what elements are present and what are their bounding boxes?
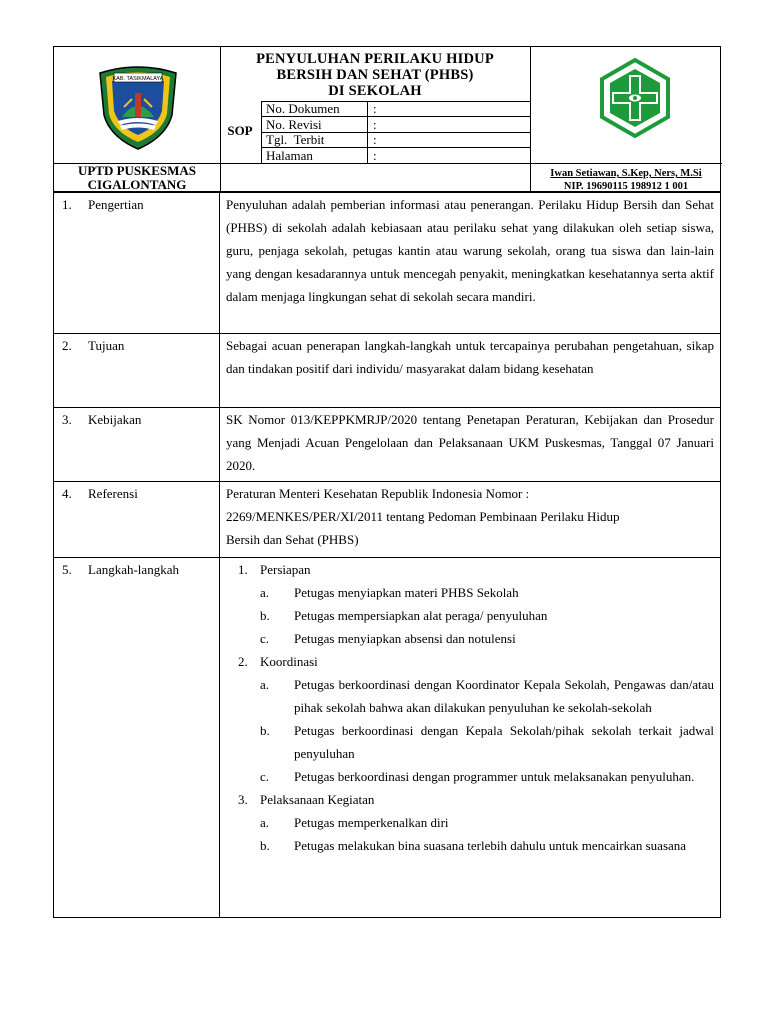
step-title: Pelaksanaan Kegiatan xyxy=(260,792,375,807)
sop-content-table xyxy=(53,192,721,918)
section-label xyxy=(54,558,220,918)
substep-letter: a. xyxy=(260,585,270,600)
substep-list xyxy=(260,673,714,788)
substep-text: Petugas menyiapkan absensi dan notulensi xyxy=(294,631,516,646)
meta-label-no-revisi: No. Revisi xyxy=(266,117,322,132)
step-number: 3. xyxy=(238,792,248,807)
step-title: Koordinasi xyxy=(260,654,318,669)
substep-text: Petugas mempersiapkan alat peraga/ penyuluhan xyxy=(294,608,548,623)
table-row xyxy=(54,408,721,482)
step-number: 2. xyxy=(238,654,248,669)
section-title: Pengertian xyxy=(88,197,144,212)
list-item xyxy=(260,581,714,604)
header-divider xyxy=(261,101,262,163)
substep-letter: b. xyxy=(260,723,270,738)
substep-text: Petugas memperkenalkan diri xyxy=(294,815,449,830)
signatory-nip: NIP. 19690115 198912 1 001 xyxy=(563,181,689,192)
section-label xyxy=(54,334,220,408)
section-title: Tujuan xyxy=(88,338,125,353)
steps-list xyxy=(226,558,714,857)
section-text-tujuan: Sebagai acuan penerapan langkah-langkah untuk tercapainya perubahan pengetahuan, sikap dan tindakan positif dari individu/ masyarakat dalam bidang kesehatan xyxy=(220,334,721,408)
section-label xyxy=(54,482,220,558)
list-item xyxy=(260,627,714,650)
document-header xyxy=(53,46,721,192)
table-row xyxy=(54,334,721,408)
substep-text: Petugas melakukan bina suasana terlebih dahulu untuk mencairkan suasana xyxy=(294,838,687,853)
substep-text: Petugas berkoordinasi dengan Koordinator Kepala Sekolah, Pengawas dan/atau pihak sekolah bahwa akan dilakukan penyuluhan ke sekolah-sekolah xyxy=(294,677,714,715)
referensi-line: 2269/MENKES/PER/XI/2011 tentang Pedoman Pembinaan Perilaku Hidup xyxy=(226,509,620,524)
substep-list xyxy=(260,811,714,857)
substep-text: Petugas berkoordinasi dengan Kepala Sekolah/pihak sekolah terkait jadwal penyuluhan xyxy=(294,723,714,761)
section-number: 1. xyxy=(62,197,72,212)
section-text-referensi xyxy=(220,482,721,558)
meta-value-tgl-terbit: : xyxy=(373,132,377,147)
table-row xyxy=(54,482,721,558)
section-title: Kebijakan xyxy=(88,412,142,427)
list-item xyxy=(260,811,714,834)
section-number: 3. xyxy=(62,412,72,427)
section-label xyxy=(54,193,220,334)
substep-letter: c. xyxy=(260,631,270,646)
substep-letter: b. xyxy=(260,838,270,853)
list-item xyxy=(260,834,714,857)
meta-label-no-dokumen: No. Dokumen xyxy=(266,101,340,116)
section-number: 5. xyxy=(62,562,72,577)
meta-label-halaman: Halaman xyxy=(266,148,313,163)
kabupaten-crest-logo xyxy=(92,59,184,151)
referensi-line: Bersih dan Sehat (PHBS) xyxy=(226,532,359,547)
substep-text: Petugas berkoordinasi dengan programmer untuk melaksanakan penyuluhan. xyxy=(294,769,695,784)
section-title: Referensi xyxy=(88,486,138,501)
org-line: CIGALONTANG xyxy=(87,177,187,192)
list-item xyxy=(260,604,714,627)
meta-value-no-dokumen: : xyxy=(373,101,377,116)
list-item xyxy=(260,673,714,719)
puskesmas-logo xyxy=(594,57,676,139)
meta-value-no-revisi: : xyxy=(373,117,377,132)
list-item xyxy=(260,765,714,788)
title-line: BERSIH DAN SEHAT (PHBS) xyxy=(276,67,474,83)
substep-letter: c. xyxy=(260,769,270,784)
organization-name xyxy=(54,164,220,192)
signatory xyxy=(530,167,722,193)
substep-letter: b. xyxy=(260,608,270,623)
section-text-pengertian: Penyuluhan adalah pemberian informasi atau penerangan. Perilaku Hidup Bersih dan Sehat (PHBS) di sekolah adalah kebiasaan atau perilaku sehat yang dilakukan oleh setiap siswa, guru, penjaga sekolah, petugas kantin atau warung sekolah, orang tua siswa dan lain-lain yang dengan kesadarannya untuk mencegah penyakit, meningkatkan kesehatannya serta aktif dalam menjaga lingkungan sehat di sekolah secara mandiri. xyxy=(220,193,721,334)
section-label xyxy=(54,408,220,482)
step-item xyxy=(226,650,714,788)
section-text-kebijakan: SK Nomor 013/KEPPKMRJP/2020 tentang Penetapan Peraturan, Kebijakan dan Prosedur yang Menjadi Acuan Pengelolaan dan Pelaksanaan UKM Puskesmas, Tanggal 07 Januari 2020. xyxy=(220,408,721,482)
title-line: PENYULUHAN PERILAKU HIDUP xyxy=(256,51,494,67)
section-steps xyxy=(220,558,721,918)
org-line: UPTD PUSKESMAS xyxy=(77,163,197,178)
section-number: 4. xyxy=(62,486,72,501)
step-title: Persiapan xyxy=(260,562,311,577)
title-line: DI SEKOLAH xyxy=(328,83,422,99)
section-title: Langkah-langkah xyxy=(88,562,179,577)
referensi-line: Peraturan Menteri Kesehatan Republik Indonesia Nomor : xyxy=(226,486,530,501)
crest-lettering: KAB. TASIKMALAYA xyxy=(112,76,164,82)
step-number: 1. xyxy=(238,562,248,577)
section-number: 2. xyxy=(62,338,72,353)
document-title xyxy=(220,51,530,99)
substep-text: Petugas menyiapkan materi PHBS Sekolah xyxy=(294,585,519,600)
meta-value-halaman: : xyxy=(373,148,377,163)
meta-label-tgl-terbit: Tgl. Terbit xyxy=(266,132,325,147)
step-item xyxy=(226,558,714,650)
header-divider xyxy=(367,101,368,163)
table-row xyxy=(54,558,721,918)
substep-list xyxy=(260,581,714,650)
list-item xyxy=(260,719,714,765)
substep-letter: a. xyxy=(260,815,270,830)
step-item xyxy=(226,788,714,857)
sop-label: SOP xyxy=(227,123,253,138)
signatory-name: Iwan Setiawan, S.Kep, Ners, M.Si xyxy=(550,168,702,179)
sop-document xyxy=(53,46,721,918)
table-row xyxy=(54,193,721,334)
substep-letter: a. xyxy=(260,677,270,692)
